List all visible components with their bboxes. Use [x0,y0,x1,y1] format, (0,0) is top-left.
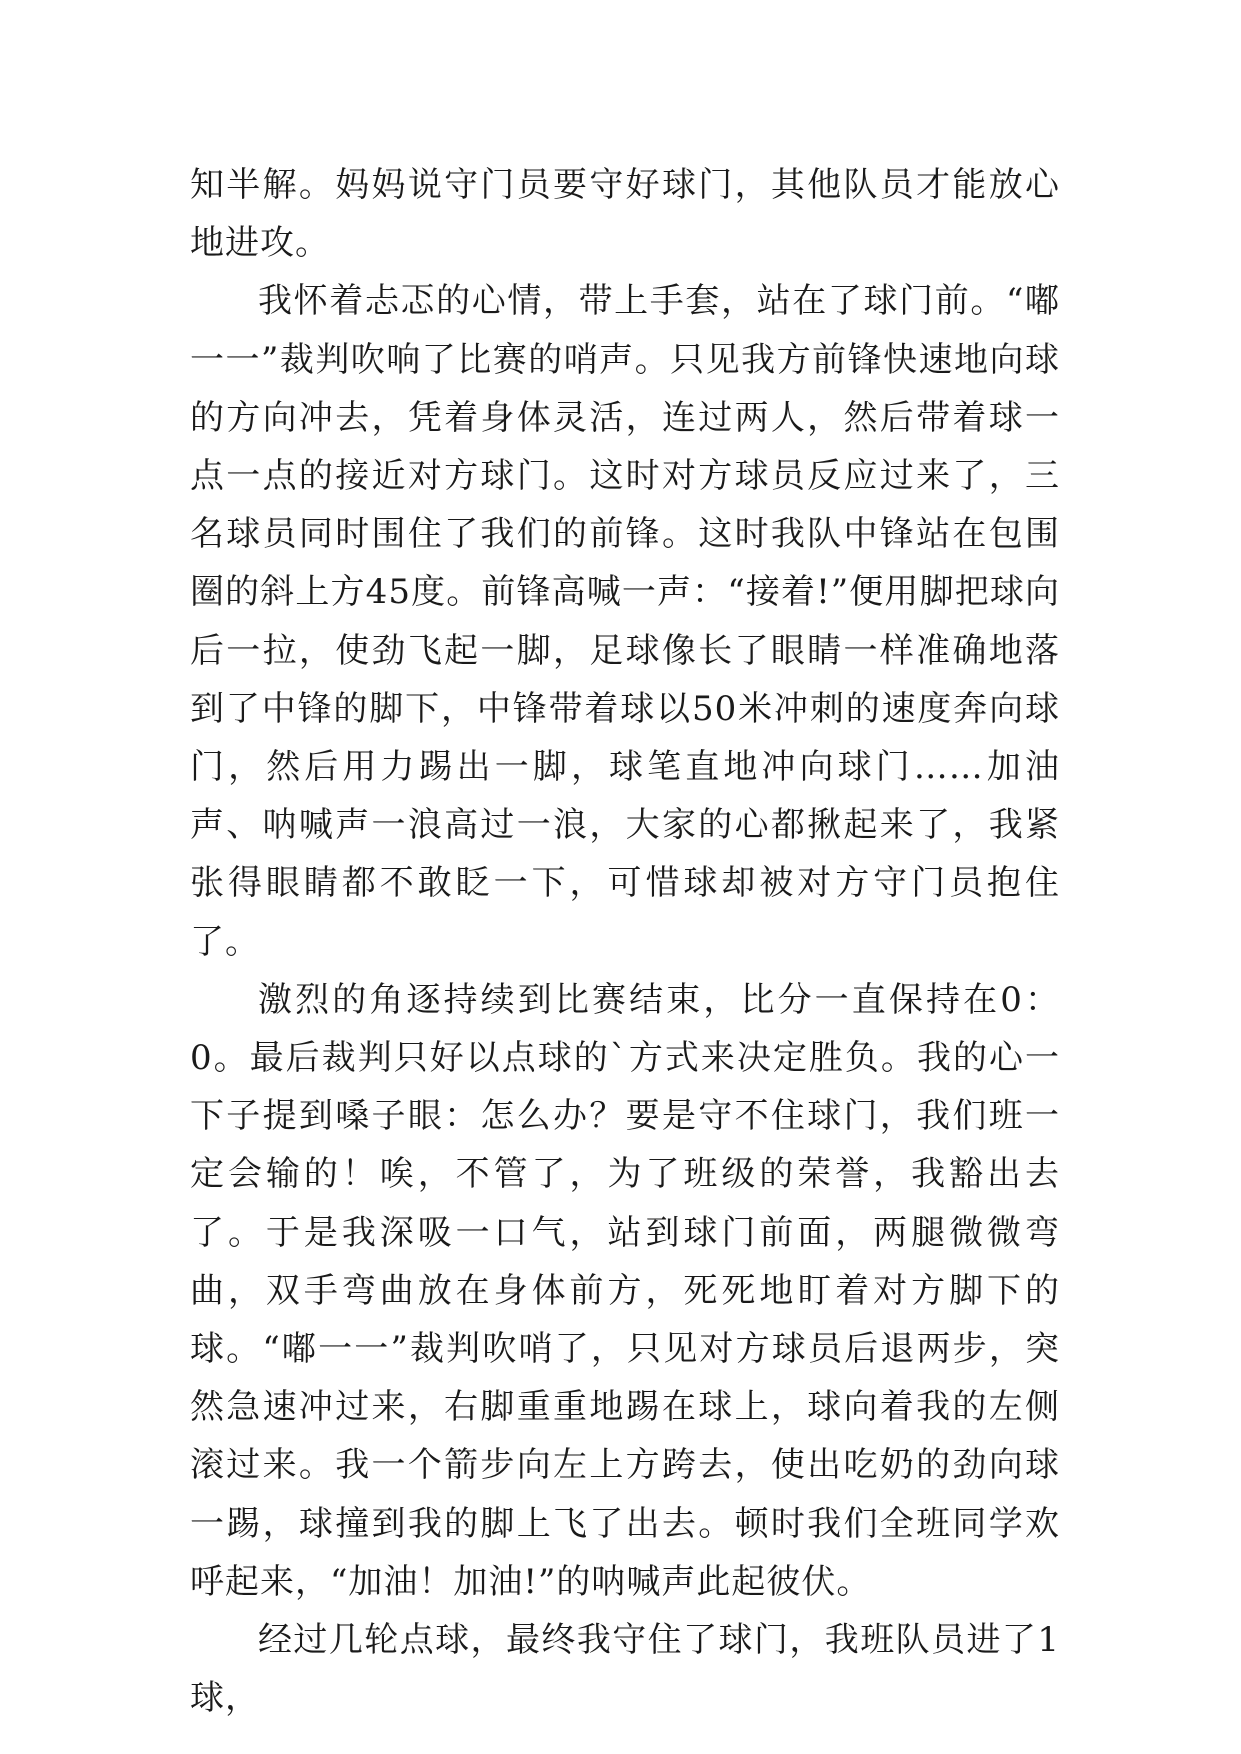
paragraph-penalty-shootout: 激烈的角逐持续到比赛结束，比分一直保持在0：0。最后裁判只好以点球的`方式来决定胜负。我的心一下子提到嗓子眼：怎么办？要是守不住球门，我们班一定会输的！唉，不管了，为了班级的荣誉，我豁出去了。于是我深吸一口气，站到球门前面，两腿微微弯曲，双手弯曲放在身体前方，死死地盯着对方脚下的球。“嘟一一”裁判吹哨了，只见对方球员后退两步，突然急速冲过来，右脚重重地踢在球上，球向着我的左侧滚过来。我一个箭步向左上方跨去，使出吃奶的劲向球一踢，球撞到我的脚上飞了出去。顿时我们全班同学欢呼起来，“加油！加油!”的呐喊声此起彼伏。 [190,979,1060,1602]
paragraph-match-start: 我怀着忐忑的心情，带上手套，站在了球门前。“嘟一一”裁判吹响了比赛的哨声。只见我方前锋快速地向球的方向冲去，凭着身体灵活，连过两人，然后带着球一点一点的接近对方球门。这时对方球员反应过来了，三名球员同时围住了我们的前锋。这时我队中锋站在包围圈的斜上方45度。前锋高喊一声：“接着!”便用脚把球向后一拉，使劲飞起一脚，足球像长了眼睛一样准确地落到了中锋的脚下，中锋带着球以50米冲刺的速度奔向球门，然后用力踢出一脚，球笔直地冲向球门……加油声、呐喊声一浪高过一浪，大家的心都揪起来了，我紧张得眼睛都不敢眨一下，可惜球却被对方守门员抱住了。 [190,281,1060,962]
paragraph-result: 经过几轮点球，最终我守住了球门，我班队员进了1球， [190,1620,1060,1719]
document-body [190,156,1060,1727]
paragraph-continuation: 知半解。妈妈说守门员要守好球门，其他队员才能放心地进攻。 [190,165,1060,264]
